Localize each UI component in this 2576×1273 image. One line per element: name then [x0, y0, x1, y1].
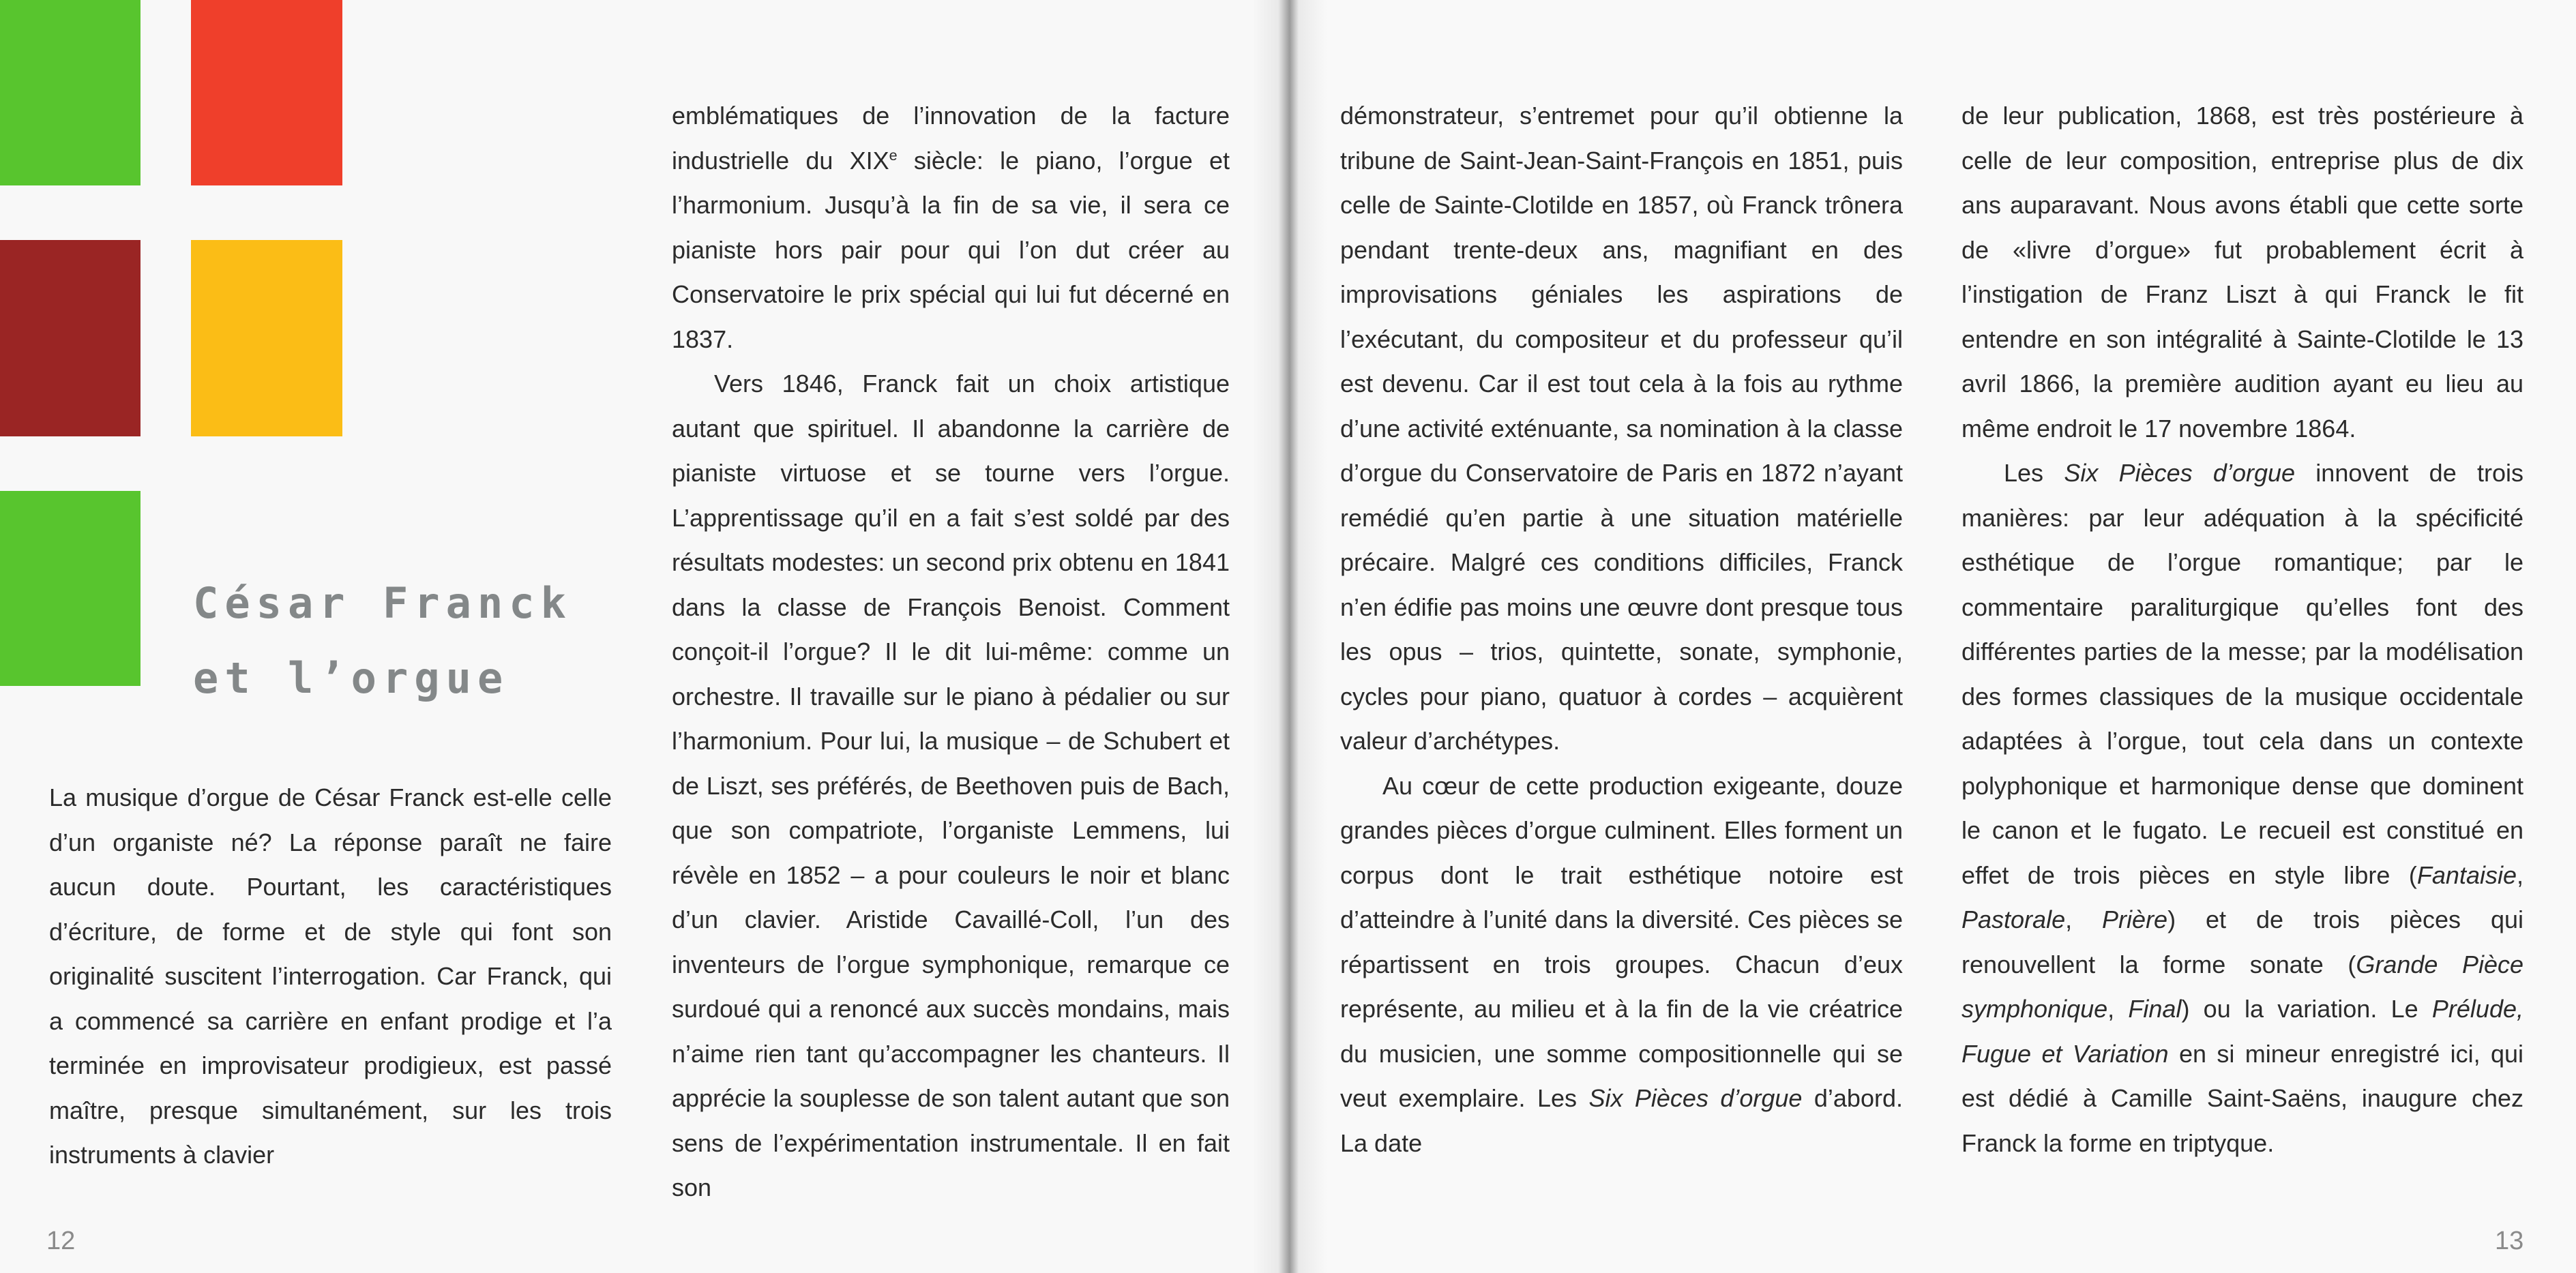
superscript: e	[889, 146, 898, 164]
text-column-3	[1340, 93, 1903, 1165]
text-run: emblématiques de l’innovation de la facture industrielle du XIX	[672, 102, 1230, 175]
chapter-title-line-1: César Franck	[193, 578, 572, 628]
amber-square	[191, 240, 342, 436]
italic-title: Prélude, Fugue et Variation	[1961, 995, 2523, 1068]
chapter-title	[193, 566, 572, 716]
text-run: ,	[2065, 905, 2103, 933]
paragraph: démonstrateur, s’entremet pour qu’il obtienne la tribune de Saint-Jean-Saint-François en 1851, puis celle de Sainte-Clotilde en 1857, où Franck trônera pendant trente-deux ans, magnifiant en des improvisations géniales les aspirations de l’exécutant, du compositeur et du professeur qu’il est devenu. Car il est tout cela à la fois au rythme d’une activité exténuante, sa nomination à la classe d’orgue du Conservatoire de Paris en 1872 n’ayant remédié qu’en partie à une situation matérielle précaire. Malgré ces conditions difficiles, Franck n’en édifie pas moins une œuvre dont presque tous les opus – trios, quintette, sonate, symphonie, cycles pour piano, quatuor à cordes – acquièrent valeur d’archétypes.	[1340, 102, 1903, 755]
text-run: Au cœur de cette production exigeante, douze grandes pièces d’orgue culminent. Elles forment un corpus dont le trait esthétique notoire est d’atteindre à l’unité dans la diversité. Ces pièces se répartissent en trois groupes. Chacun d’eux représente, au milieu et à la fin de la vie créatrice du musicien, une somme compositionnelle qui se veut exemplaire. Les	[1340, 771, 1903, 1112]
green-square-top	[0, 0, 140, 185]
paragraph	[1340, 764, 1903, 1166]
text-run: ) ou la variation. Le	[2181, 995, 2432, 1023]
paragraph	[672, 93, 1230, 361]
maroon-square	[0, 240, 140, 436]
chapter-title-line-2: et l’orgue	[193, 653, 509, 703]
text-run: ) et de trois pièces qui renouvellent la forme sonate (	[1961, 905, 2523, 978]
paragraph: de leur publication, 1868, est très postérieure à celle de leur composition, entreprise plus de dix ans auparavant. Nous avons établi que cette sorte de «livre d’orgue» fut probablement écrit à l’instigation de Franz Liszt à qui Franck le fit entendre en son intégralité à Sainte-Clotilde le 13 avril 1866, la première audition ayant eu lieu au même endroit le 17 novembre 1864.	[1961, 102, 2523, 443]
text-column-1	[49, 775, 612, 1178]
text-run: ,	[2516, 860, 2523, 889]
paragraph	[1961, 451, 2523, 1165]
text-column-4	[1961, 93, 2523, 1165]
italic-title: Fantaisie	[2416, 860, 2517, 889]
page-number-left: 12	[46, 1227, 76, 1255]
paragraph: La musique d’orgue de César Franck est-elle celle d’un organiste né? La réponse paraît ne faire aucun doute. Pourtant, les caractéristiques d’écriture, de forme et de style qui font son originalité suscitent l’interrogation. Car Franck, qui a commencé sa carrière en enfant prodige et l’a terminée en improvisateur prodigieux, est passé maître, presque simultanément, sur les trois instruments à clavier	[49, 783, 612, 1169]
paragraph: Vers 1846, Franck fait un choix artistique autant que spirituel. Il abandonne la carrière de pianiste virtuose et se tourne vers l’orgue. L’apprentissage qu’il en a fait s’est soldé par des résultats modestes: un second prix obtenu en 1841 dans la classe de François Benoist. Comment conçoit-il l’orgue? Il le dit lui-même: comme un orchestre. Il travaille sur le piano à pédalier ou sur l’harmonium. Pour lui, la musique – de Schubert et de Liszt, ses préférés, de Beethoven puis de Bach, que son compatriote, l’organiste Lemmens, lui révèle en 1852 – a pour couleurs le noir et blanc d’un clavier. Aristide Cavaillé-Coll, l’un des inventeurs de l’orgue symphonique, remarque ce surdoué qui a renoncé aux succès mondains, mais n’aime rien tant qu’accompagner les chanteurs. Il apprécie la souplesse de son talent autant que son sens de l’expérimentation instrumentale. Il en fait son	[672, 370, 1230, 1201]
page-number-right: 13	[2495, 1227, 2524, 1255]
text-run: d’abord. La date	[1340, 1084, 1903, 1157]
italic-title: Final	[2128, 995, 2182, 1023]
italic-title: Six Pièces d’orgue	[1588, 1084, 1803, 1112]
italic-title: Grande Pièce symphonique	[1961, 950, 2523, 1023]
italic-title: Pastorale	[1961, 905, 2066, 933]
italic-title: Prière	[2102, 905, 2168, 933]
text-run: Les	[2004, 459, 2064, 487]
text-run: innovent de trois manières: par leur adéquation à la spécificité esthétique de l’orgue romantique; par le commentaire paraliturgique qu’elles font des différentes parties de la messe; par la modélisation des formes classiques de la musique occidentale adaptées à l’orgue, tout cela dans un contexte polyphonique et harmonique dense que dominent le canon et le fugato. Le recueil est constitué en effet de trois pièces en style libre (	[1961, 459, 2524, 889]
italic-title: Six Pièces d’orgue	[2064, 459, 2296, 487]
text-run: ,	[2107, 995, 2129, 1023]
red-square	[191, 0, 342, 185]
text-column-2	[672, 93, 1230, 1210]
text-run: siècle: le piano, l’orgue et l’harmonium. Jusqu’à la fin de sa vie, il sera ce pianiste hors pair pour qui l’on dut créer au Conservatoire le prix spécial qui lui fut décerné en 1837.	[672, 146, 1230, 353]
green-square-bottom	[0, 491, 140, 686]
text-run: en si mineur enregistré ici, qui est dédié à Camille Saint-Saëns, inaugure chez Franck la forme en triptyque.	[1961, 1039, 2523, 1157]
book-gutter	[1252, 0, 1327, 1273]
